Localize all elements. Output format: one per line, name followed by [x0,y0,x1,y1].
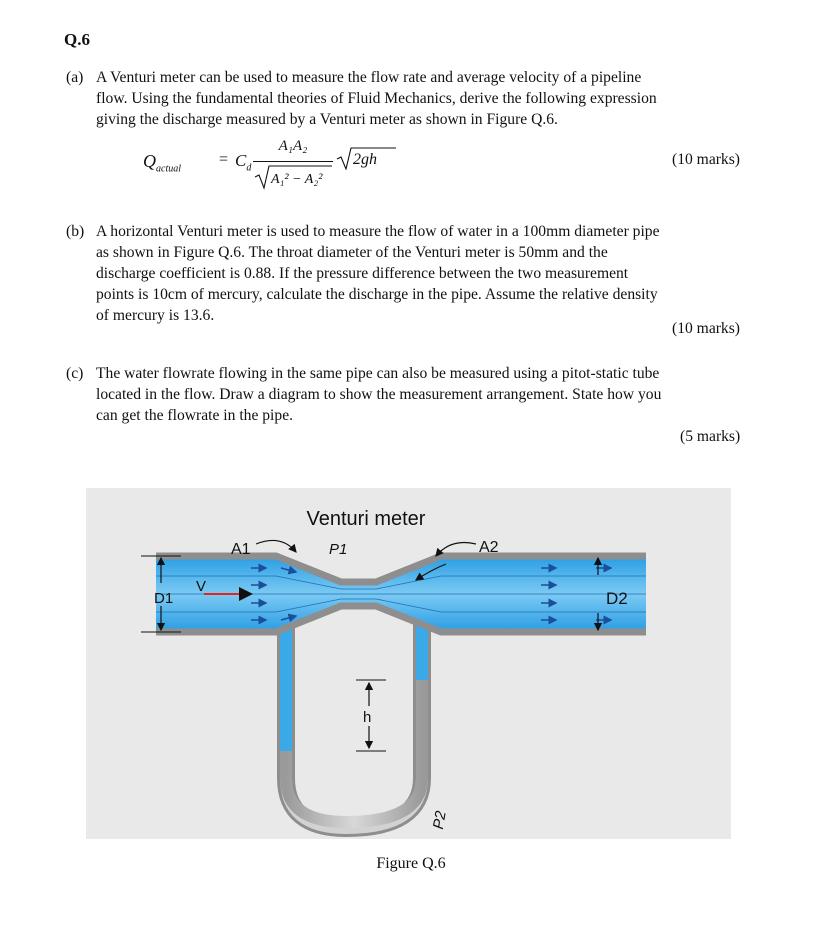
part-b-label: (b) [66,223,85,240]
discharge-equation [143,140,383,192]
part-a-text [96,67,756,130]
equation-numerator: A₁A₂ [278,138,308,154]
part-c [66,363,756,429]
part-c-marks: (5 marks) [680,428,741,445]
part-a-marks: (10 marks) [672,151,740,168]
question-number: Q.6 [64,30,90,49]
part-b-line-4: points is 10cm of mercury, calculate the discharge in the pipe. Assume the relative density [96,286,658,303]
part-a-line-3: giving the discharge measured by a Venturi meter as shown in Figure Q.6. [96,111,558,128]
part-b-text [96,221,756,326]
p1-label: P1 [329,541,348,558]
figure-title: Venturi meter [306,508,426,530]
venturi-meter-figure [86,488,731,839]
part-c-line-1: The water flowrate flowing in the same pipe can also be measured using a pitot-static tube [96,365,660,382]
part-b-line-5: of mercury is 13.6. [96,307,215,324]
part-a-label: (a) [66,69,84,86]
part-a-line-1: A Venturi meter can be used to measure the flow rate and average velocity of a pipeline [96,69,642,86]
equation-equals: = [219,151,229,168]
part-a [66,67,756,133]
part-c-line-2: located in the flow. Draw a diagram to show the measurement arrangement. State how you [96,386,662,403]
equation-denominator [253,162,333,190]
velocity-label: V [196,578,207,595]
part-b-marks: (10 marks) [672,320,740,337]
part-a-line-2: flow. Using the fundamental theories of Fluid Mechanics, derive the following expression [96,90,657,107]
h-label: h [363,709,372,726]
d2-label: D2 [606,589,628,608]
figure-caption: Figure Q.6 [376,855,446,872]
d1-label: D1 [154,590,174,607]
svg-text:A₁² − A₂²: A₁² − A₂² [271,172,323,187]
figure-background [86,488,731,839]
part-b-line-1: A horizontal Venturi meter is used to measure the flow of water in a 100mm diameter pipe [96,223,660,240]
a1-label: A1 [231,541,251,558]
equation-root-term [336,146,406,170]
equation-coefficient: $C_d$ [235,151,252,174]
p2-label: P2 [429,809,450,831]
part-c-text [96,363,756,426]
a2-label: A2 [479,539,499,556]
part-b-line-2: as shown in Figure Q.6. The throat diameter of the Venturi meter is 50mm and the [96,244,608,261]
part-c-line-3: can get the flowrate in the pipe. [96,407,294,424]
equation-lhs: $Q_{actual}$ [143,151,181,175]
svg-text:2gh: 2gh [353,151,377,168]
part-b [66,221,756,329]
part-b-line-3: discharge coefficient is 0.88. If the pressure difference between the two measurement [96,265,629,282]
part-c-label: (c) [66,365,84,382]
